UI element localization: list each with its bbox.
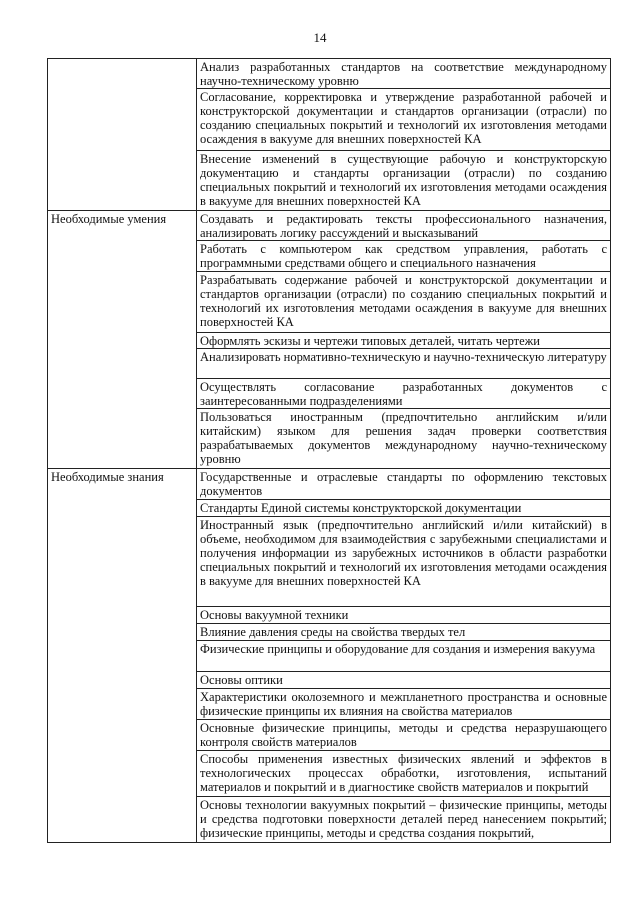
list-item: Основные физические принципы, методы и средства неразрушающего контроля свойств материалов [197, 719, 610, 750]
section-label: Необходимые умения [48, 211, 197, 469]
page-number: 14 [313, 30, 327, 45]
list-item: Согласование, корректировка и утверждение разработанной рабочей и конструкторской документации и стандартов организации (отрасли) по созданию специальных покрытий и технологий их изготовления методами осаждения в вакууме для внешних поверхностей КА [197, 88, 610, 150]
list-item: Основы технологии вакуумных покрытий – физические принципы, методы и средства подготовки поверхности деталей перед нанесением покрытий; физические принципы, методы и средства создания покрытий, [197, 796, 610, 842]
list-item: Работать с компьютером как средством управления, работать с программными средствами общего и специального назначения [197, 240, 610, 271]
list-item: Основы оптики [197, 671, 610, 688]
section-items [197, 59, 611, 211]
list-item: Физические принципы и оборудование для создания и измерения вакуума [197, 640, 610, 671]
section-label [48, 59, 197, 211]
list-item: Государственные и отраслевые стандарты по оформлению текстовых документов [200, 470, 607, 498]
list-item: Разрабатывать содержание рабочей и конструкторской документации и стандартов организации (отрасли) по созданию специальных покрытий и технологий их изготовления методами осаждения в вакууме для внешних поверхностей КА [197, 271, 610, 332]
table-row [48, 211, 611, 469]
list-item: Иностранный язык (предпочтительно английский и/или китайский) в объеме, необходимом для взаимодействия с зарубежными специалистами и получения информации из зарубежных источников в области разработки специальных покрытий и технологий их изготовления методами осаждения в вакууме для внешних поверхностей КА [197, 516, 610, 606]
list-item: Характеристики околоземного и межпланетного пространства и основные физические принципы их влияния на свойства материалов [197, 688, 610, 719]
list-item: Оформлять эскизы и чертежи типовых деталей, читать чертежи [197, 332, 610, 348]
table-row [48, 59, 611, 211]
list-item: Создавать и редактировать тексты профессионального назначения, анализировать логику рассуждений и высказываний [200, 212, 607, 240]
list-item: Анализировать нормативно-техническую и научно-техническую литературу [197, 348, 610, 378]
list-item: Основы вакуумной техники [197, 606, 610, 623]
list-item: Анализ разработанных стандартов на соответствие международному научно-техническому уровню [200, 60, 607, 88]
competency-table [47, 58, 611, 843]
section-items [197, 469, 611, 843]
section-label: Необходимые знания [48, 469, 197, 843]
list-item: Осуществлять согласование разработанных документов с заинтересованными подразделениями [197, 378, 610, 408]
table-row [48, 469, 611, 843]
list-item: Способы применения известных физических явлений и эффектов в технологических процессах обработки, изготовления, испытаний материалов и покрытий и в диагностике свойств материалов и покрытий [197, 750, 610, 796]
list-item: Пользоваться иностранным (предпочтительно английским и/или китайским) языком для решения задач проверки соответствия разрабатываемых документов международному научно-техническому уровню [197, 408, 610, 468]
list-item: Стандарты Единой системы конструкторской документации [197, 499, 610, 516]
section-items [197, 211, 611, 469]
list-item: Внесение изменений в существующие рабочую и конструкторскую документацию и стандарты организации (отрасли) по созданию специальных покрытий и технологий их изготовления методами осаждения в вакууме для внешних поверхностей КА [197, 150, 610, 210]
list-item: Влияние давления среды на свойства твердых тел [197, 623, 610, 640]
